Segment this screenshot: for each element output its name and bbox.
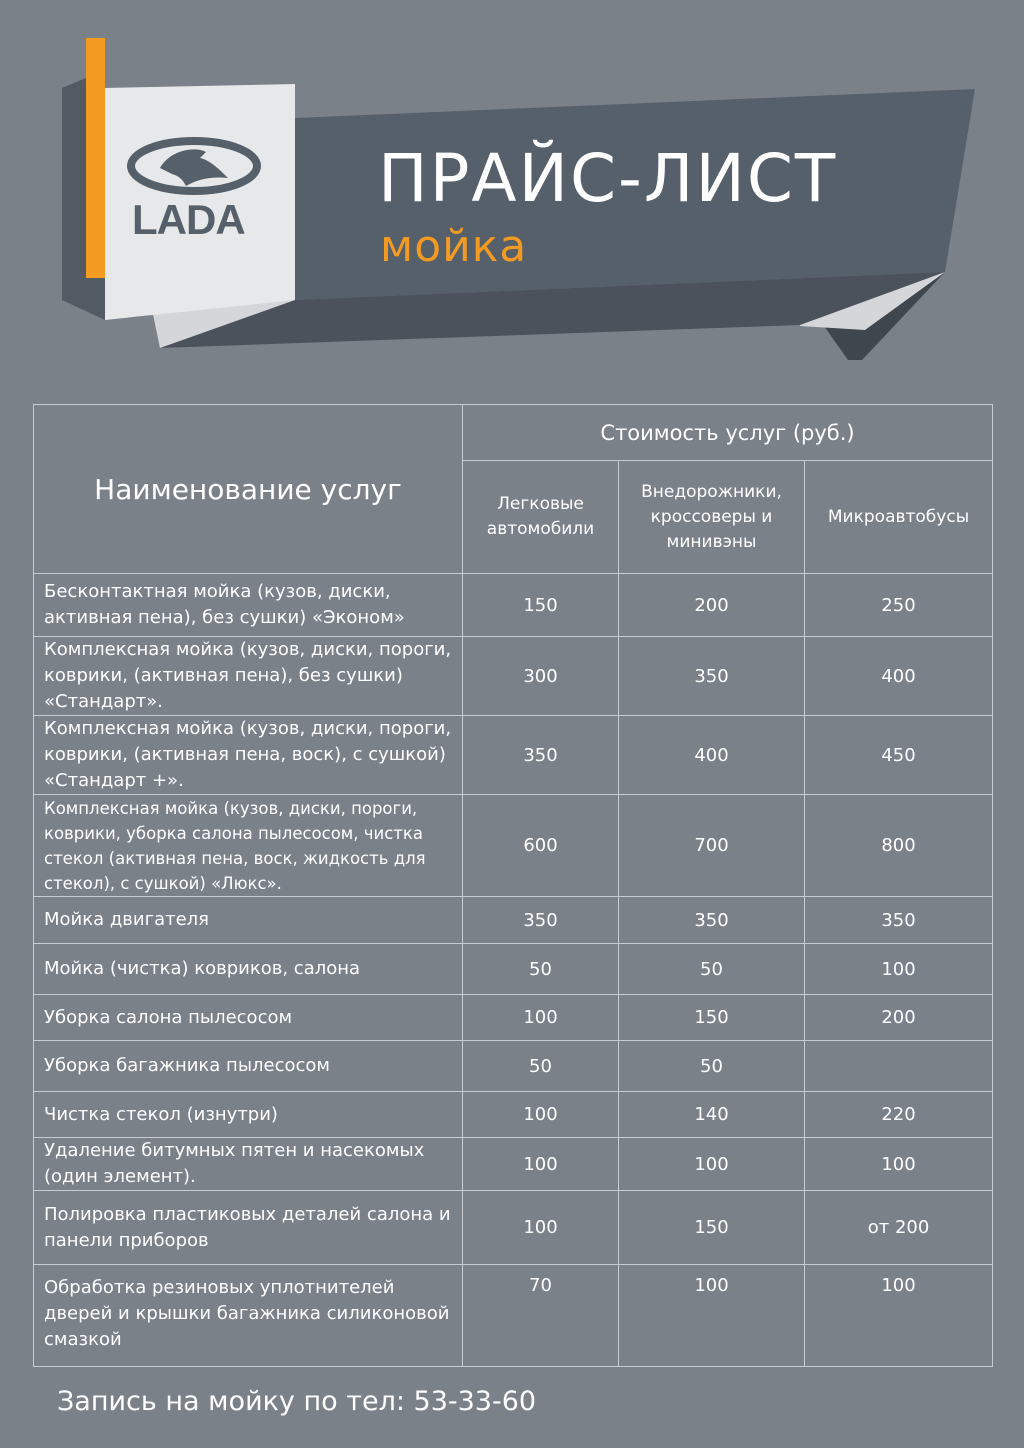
service-name: Комплексная мойка (кузов, диски, пороги, коврики, (активная пена), без сушки) «Стандарт».: [34, 637, 463, 716]
price-minibus: [805, 1041, 993, 1092]
price-table: [33, 404, 993, 1367]
price-suv: 140: [619, 1092, 805, 1138]
table-header-row: [34, 405, 993, 461]
service-name: Бесконтактная мойка (кузов, диски, активная пена), без сушки) «Эконом»: [34, 574, 463, 637]
lada-logo-text: LADA: [132, 196, 245, 243]
table-row: [34, 1191, 993, 1265]
service-name: Мойка двигателя: [34, 897, 463, 944]
table-row: [34, 716, 993, 795]
service-name: Удаление битумных пятен и насекомых (один элемент).: [34, 1138, 463, 1191]
price-car: 100: [463, 995, 619, 1041]
price-car: 100: [463, 1092, 619, 1138]
price-car: 350: [463, 897, 619, 944]
booking-phone-text: Запись на мойку по тел: 53-33-60: [57, 1386, 537, 1417]
table-row: [34, 1092, 993, 1138]
service-name: Уборка салона пылесосом: [34, 995, 463, 1041]
price-suv: 150: [619, 995, 805, 1041]
price-car: 70: [463, 1265, 619, 1367]
service-name: Комплексная мойка (кузов, диски, пороги, коврики, (активная пена, воск), с сушкой) «Стандарт +».: [34, 716, 463, 795]
price-minibus: 220: [805, 1092, 993, 1138]
price-car: 50: [463, 944, 619, 995]
price-car: 350: [463, 716, 619, 795]
price-minibus: 200: [805, 995, 993, 1041]
table-row: [34, 574, 993, 637]
price-suv: 700: [619, 795, 805, 897]
table-row: [34, 637, 993, 716]
price-car: 600: [463, 795, 619, 897]
price-suv: 350: [619, 897, 805, 944]
table-row: [34, 1265, 993, 1367]
price-suv: 100: [619, 1265, 805, 1367]
service-name: Чистка стекол (изнутри): [34, 1092, 463, 1138]
service-name: Мойка (чистка) ковриков, салона: [34, 944, 463, 995]
service-name: Комплексная мойка (кузов, диски, пороги, коврики, уборка салона пылесосом, чистка стекол (активная пена, воск, жидкость для стекол), с сушкой) «Люкс».: [34, 795, 463, 897]
column-header-cars: Легковые автомобили: [463, 461, 619, 574]
table-row: [34, 897, 993, 944]
column-header-minibus: Микроавтобусы: [805, 461, 993, 574]
table-row: [34, 1138, 993, 1191]
price-minibus: 100: [805, 944, 993, 995]
price-suv: 100: [619, 1138, 805, 1191]
price-car: 300: [463, 637, 619, 716]
price-minibus: 350: [805, 897, 993, 944]
price-car: 50: [463, 1041, 619, 1092]
table-row: [34, 1041, 993, 1092]
price-car: 100: [463, 1191, 619, 1265]
price-minibus: 250: [805, 574, 993, 637]
price-minibus: 450: [805, 716, 993, 795]
table-row: [34, 995, 993, 1041]
page-subtitle: мойка: [380, 221, 528, 272]
service-name-header: Наименование услуг: [34, 405, 463, 574]
table-row: [34, 795, 993, 897]
price-suv: 50: [619, 1041, 805, 1092]
price-suv: 350: [619, 637, 805, 716]
service-name: Уборка багажника пылесосом: [34, 1041, 463, 1092]
price-suv: 200: [619, 574, 805, 637]
price-minibus: 100: [805, 1138, 993, 1191]
service-name: Обработка резиновых уплотнителей дверей и крышки багажника силиконовой смазкой: [34, 1265, 463, 1367]
page-title: ПРАЙС-ЛИСТ: [378, 140, 838, 217]
price-car: 150: [463, 574, 619, 637]
price-suv: 50: [619, 944, 805, 995]
price-car: 100: [463, 1138, 619, 1191]
price-minibus: от 200: [805, 1191, 993, 1265]
cost-header: Стоимость услуг (руб.): [463, 405, 993, 461]
price-minibus: 400: [805, 637, 993, 716]
table-row: [34, 944, 993, 995]
price-suv: 400: [619, 716, 805, 795]
column-header-suv: Внедорожники, кроссоверы и минивэны: [619, 461, 805, 574]
price-minibus: 800: [805, 795, 993, 897]
price-suv: 150: [619, 1191, 805, 1265]
price-minibus: 100: [805, 1265, 993, 1367]
service-name: Полировка пластиковых деталей салона и панели приборов: [34, 1191, 463, 1265]
